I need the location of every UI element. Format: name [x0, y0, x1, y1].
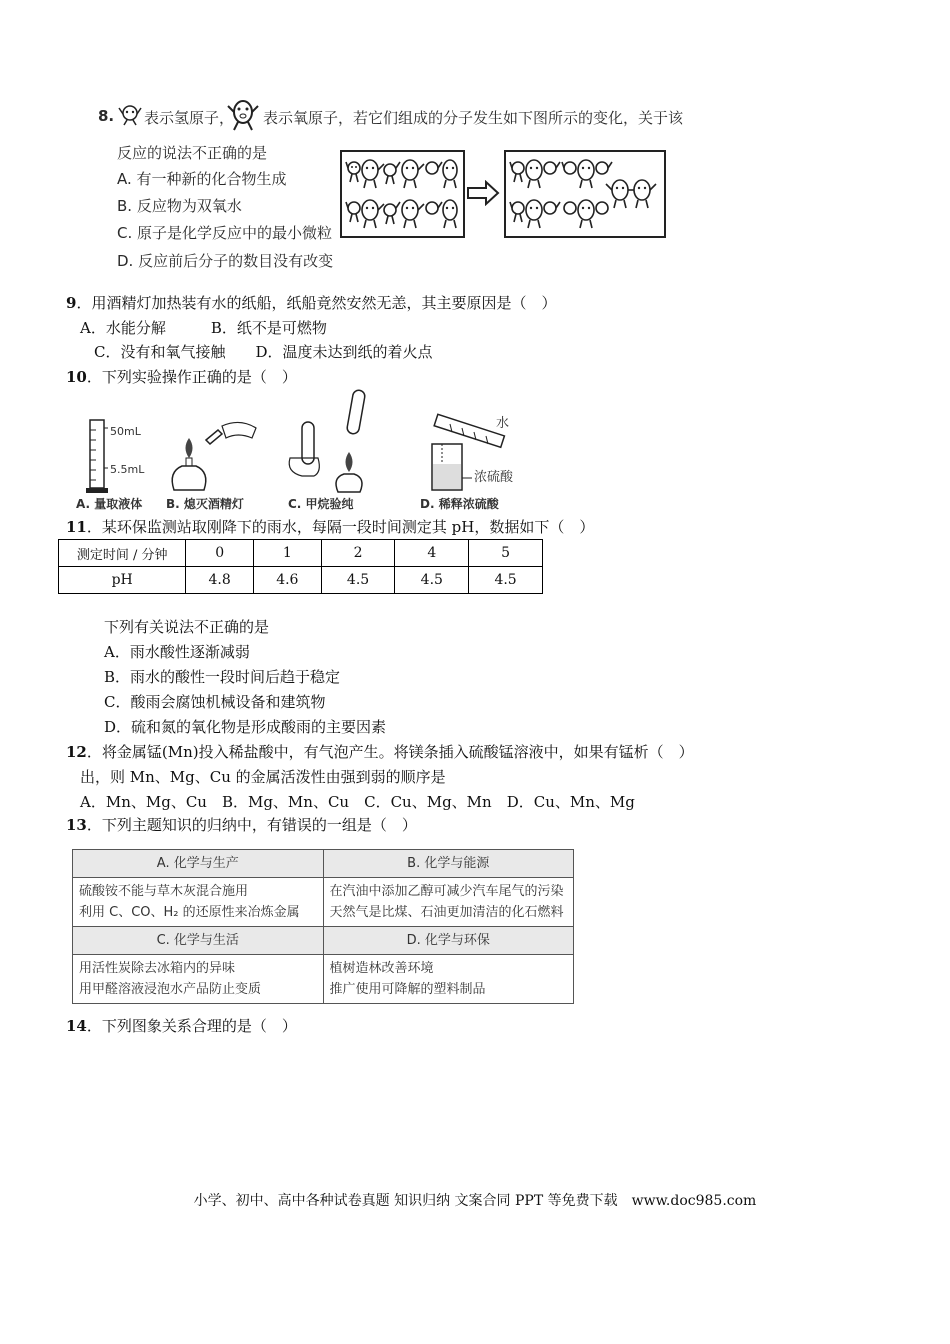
question-11-stem: [66, 517, 594, 537]
question-14-text: ．下列图象关系合理的是（ ）: [86, 1017, 297, 1035]
product-molecules-figure: [506, 152, 664, 236]
question-10-text: ．下列实验操作正确的是（ ）: [86, 368, 297, 386]
cell-line: 用甲醛溶液浸泡水产品防止变质: [79, 982, 262, 997]
table-cell: B. 化学与能源: [323, 850, 574, 878]
page-footer: 小学、初中、高中各种试卷真题 知识归纳 文案合同 PPT 等免费下载 www.doc985.com: [193, 1193, 757, 1209]
alcohol-lamp-figure: [160, 414, 260, 496]
question-11-option-b: B．雨水的酸性一段时间后趋于稳定: [104, 668, 341, 686]
figure-label-b: B. 熄灭酒精灯: [166, 497, 244, 511]
question-11-sub-stem: 下列有关说法不正确的是: [104, 618, 270, 636]
table-header-row: [73, 927, 574, 955]
figure-label-c: C. 甲烷验纯: [288, 497, 354, 511]
cell-line: 推广使用可降解的塑料制品: [329, 982, 486, 997]
question-10-stem: [66, 367, 297, 387]
question-9-stem: [66, 293, 556, 313]
table-cell: [73, 955, 324, 1004]
table-cell: 4.8: [186, 567, 254, 594]
table-cell: 测定时间 / 分钟: [59, 540, 186, 567]
question-9-options-row1: A．水能分解 B．纸不是可燃物: [80, 319, 327, 337]
knowledge-summary-table: [72, 849, 574, 1004]
table-cell: [73, 878, 324, 927]
table-cell: 4.6: [254, 567, 322, 594]
table-cell: 2: [321, 540, 395, 567]
table-cell: A. 化学与生产: [73, 850, 324, 878]
question-9-number: 9: [66, 294, 77, 312]
question-9-options-row2: C．没有和氧气接触 D．温度未达到纸的着火点: [94, 343, 433, 361]
question-10-number: 10: [66, 368, 87, 386]
table-header-row: [59, 540, 543, 567]
table-cell: D. 化学与环保: [323, 927, 574, 955]
table-cell: [323, 878, 574, 927]
reaction-arrow-icon: [466, 180, 500, 206]
table-cell: 1: [254, 540, 322, 567]
question-8-option-d: D. 反应前后分子的数目没有改变: [117, 252, 334, 270]
cylinder-5-5ml-label: 5.5mL: [110, 463, 145, 476]
hydrogen-atom-icon: [118, 104, 142, 126]
question-13-text: ．下列主题知识的归纳中，有错误的一组是（ ）: [86, 816, 417, 834]
question-11-option-a: A．雨水酸性逐渐减弱: [104, 643, 250, 661]
table-cell: 4.5: [469, 567, 543, 594]
cylinder-50ml-label: 50mL: [110, 425, 141, 438]
question-8-option-a: A. 有一种新的化合物生成: [117, 170, 287, 188]
table-cell: 4.5: [321, 567, 395, 594]
cell-line: 硫酸铵不能与草木灰混合施用: [79, 884, 249, 899]
question-13-number: 13: [66, 816, 87, 834]
figure-label-a: A. 量取液体: [76, 497, 143, 511]
oxygen-atom-icon: [226, 98, 260, 132]
question-8-oxygen-text: 表示氧原子，若它们组成的分子发生如下图所示的变化，关于该: [263, 109, 684, 127]
product-molecules-box: [504, 150, 666, 238]
water-label: 水: [496, 416, 510, 431]
methane-purity-test-figure: [282, 388, 372, 496]
question-11-option-c: C．酸雨会腐蚀机械设备和建筑物: [104, 693, 326, 711]
cell-line: 天然气是比煤、石油更加清洁的化石燃料: [329, 905, 564, 920]
question-14-number: 14: [66, 1017, 87, 1035]
question-8-option-b: B. 反应物为双氧水: [117, 197, 242, 215]
ph-data-table: [58, 539, 543, 594]
table-cell: 5: [469, 540, 543, 567]
table-cell: 0: [186, 540, 254, 567]
table-cell: C. 化学与生活: [73, 927, 324, 955]
question-11-number: 11: [66, 518, 87, 536]
question-11-text: ．某环保监测站取刚降下的雨水，每隔一段时间测定其 pH，数据如下（ ）: [86, 518, 595, 536]
table-row: [59, 567, 543, 594]
question-8-hydrogen-text: 表示氢原子，: [144, 109, 235, 127]
question-12-options: A．Mn、Mg、Cu B．Mg、Mn、Cu C．Cu、Mg、Mn D．Cu、Mn、Mg: [80, 793, 635, 811]
table-cell: pH: [59, 567, 186, 594]
table-header-row: [73, 850, 574, 878]
reactant-molecules-box: [340, 150, 465, 238]
question-12-text: ．将金属锰(Mn)投入稀盐酸中，有气泡产生。将镁条插入硫酸锰溶液中，如果有锰析（ ）: [86, 743, 694, 761]
question-8-option-c: C. 原子是化学反应中的最小微粒: [117, 224, 333, 242]
concentrated-sulfuric-acid-label: 浓硫酸: [474, 470, 514, 485]
table-cell: 4.5: [395, 567, 469, 594]
table-row: [73, 955, 574, 1004]
question-8-number: 8.: [98, 107, 115, 125]
cell-line: 植树造林改善环境: [329, 961, 434, 976]
question-12-stem: [66, 742, 694, 762]
cell-line: 用活性炭除去冰箱内的异味: [79, 961, 236, 976]
question-11-option-d: D．硫和氮的氧化物是形成酸雨的主要因素: [104, 718, 387, 736]
table-row: [73, 878, 574, 927]
reactant-molecules-figure: [342, 152, 463, 236]
question-12-number: 12: [66, 743, 87, 761]
question-14-stem: [66, 1016, 297, 1036]
question-12-stem-continued: 出，则 Mn、Mg、Cu 的金属活泼性由强到弱的顺序是: [80, 768, 446, 786]
question-9-text: ．用酒精灯加热装有水的纸船，纸船竟然安然无恙，其主要原因是（ ）: [76, 294, 557, 312]
figure-label-d: D. 稀释浓硫酸: [420, 497, 499, 511]
table-cell: 4: [395, 540, 469, 567]
question-8-stem: 反应的说法不正确的是: [117, 144, 268, 162]
cell-line: 利用 C、CO、H₂ 的还原性来冶炼金属: [79, 905, 300, 920]
question-13-stem: [66, 815, 417, 835]
table-cell: [323, 955, 574, 1004]
cell-line: 在汽油中添加乙醇可减少汽车尾气的污染: [329, 884, 564, 899]
